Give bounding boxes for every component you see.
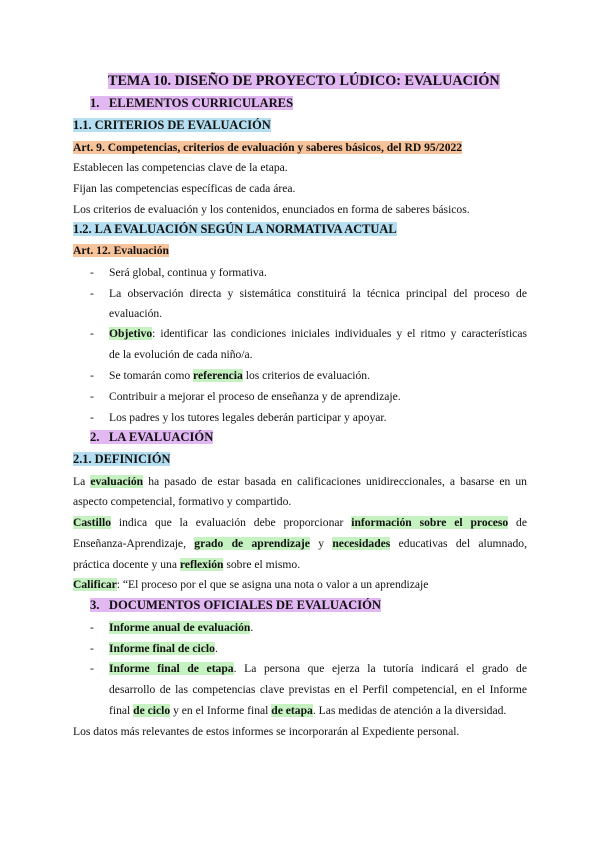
objetivo-highlight: Objetivo bbox=[109, 327, 153, 340]
bullet-dash: - bbox=[90, 327, 94, 340]
section-2-heading: 2. LA EVALUACIÓN bbox=[90, 430, 214, 444]
subsection-1-2-heading: 1.2. LA EVALUACIÓN SEGÚN LA NORMATIVA ACTUAL bbox=[73, 222, 397, 236]
eval-bullet-5: Contribuir a mejorar el proceso de enseñanza y de aprendizaje. bbox=[109, 390, 401, 403]
bullet-dash: - bbox=[90, 621, 94, 634]
reflexion-highlight: reflexión bbox=[179, 558, 224, 571]
doc-bullet-2: Informe final de ciclo. bbox=[109, 642, 218, 655]
eval-bullet-3-line-1: Objetivo: identificar las condiciones iniciales individuales y el ritmo y características bbox=[109, 327, 527, 340]
bullet-dash: - bbox=[90, 411, 94, 424]
eval-bullet-6: Los padres y los tutores legales deberán participar y apoyar. bbox=[109, 411, 387, 424]
bullet-dash: - bbox=[90, 642, 94, 655]
referencia-highlight: referencia bbox=[193, 369, 243, 382]
subsection-2-1-heading: 2.1. DEFINICIÓN bbox=[73, 452, 171, 466]
de-etapa-highlight: de etapa bbox=[271, 704, 313, 717]
informe-anual-highlight: Informe anual de evaluación bbox=[109, 621, 251, 634]
calificar-highlight: Calificar bbox=[73, 578, 117, 591]
criteria-line-3: Los criterios de evaluación y los contenidos, enunciados en forma de saberes básicos. bbox=[73, 203, 470, 216]
bullet-dash: - bbox=[90, 662, 94, 675]
definition-para-2-line-2: Enseñanza-Aprendizaje, grado de aprendizaje y necesidades educativas del alumnado, bbox=[73, 537, 527, 550]
section-3-heading: 3. DOCUMENTOS OFICIALES DE EVALUACIÓN bbox=[90, 598, 382, 612]
de-ciclo-highlight: de ciclo bbox=[133, 704, 171, 717]
doc-bullet-3-line-1: Informe final de etapa. La persona que ejerza la tutoría indicará el grado de bbox=[109, 662, 528, 675]
informe-etapa-highlight: Informe final de etapa bbox=[109, 662, 234, 675]
doc-bullet-3-line-2: desarrollo de las competencias clave previstas en el Perfil competencial, en el Informe bbox=[109, 683, 527, 696]
grado-highlight: grado de aprendizaje bbox=[194, 537, 310, 550]
necesidades-highlight: necesidades bbox=[332, 537, 391, 550]
castillo-highlight: Castillo bbox=[73, 516, 112, 529]
informe-ciclo-highlight: Informe final de ciclo bbox=[109, 642, 215, 655]
eval-bullet-2-line-1: La observación directa y sistemática constituirá la técnica principal del proceso de bbox=[109, 287, 527, 300]
criteria-line-2: Fijan las competencias específicas de cada área. bbox=[73, 182, 296, 195]
calificar-definition: Calificar: “El proceso por el que se asigna una nota o valor a un aprendizaje bbox=[73, 578, 429, 591]
eval-bullet-3-line-2: de la evolución de cada niño/a. bbox=[109, 348, 253, 361]
evaluacion-highlight: evaluación bbox=[90, 475, 144, 488]
section-1-heading: 1. ELEMENTOS CURRICULARES bbox=[90, 96, 294, 110]
eval-bullet-1: Será global, continua y formativa. bbox=[109, 266, 267, 279]
definition-para-1-line-1: La evaluación ha pasado de estar basada en calificaciones unidireccionales, a basarse en un bbox=[73, 475, 527, 488]
eval-bullet-4: Se tomarán como referencia los criterios de evaluación. bbox=[109, 369, 371, 382]
definition-para-2-line-1: Castillo indica que la evaluación debe proporcionar información sobre el proceso de bbox=[73, 516, 528, 529]
definition-para-1-line-2: aspecto competencial, formativo y compartido. bbox=[73, 495, 292, 508]
eval-bullet-2-line-2: evaluación. bbox=[109, 307, 163, 320]
doc-bullet-1: Informe anual de evaluación. bbox=[109, 621, 254, 634]
criteria-line-1: Establecen las competencias clave de la etapa. bbox=[73, 161, 288, 174]
subsection-1-1-heading: 1.1. CRITERIOS DE EVALUACIÓN bbox=[73, 118, 271, 132]
bullet-dash: - bbox=[90, 369, 94, 382]
article-12-heading: Art. 12. Evaluación bbox=[73, 244, 169, 257]
bullet-dash: - bbox=[90, 287, 94, 300]
definition-para-2-line-3: práctica docente y una reflexión sobre el mismo. bbox=[73, 558, 301, 571]
informacion-highlight: información sobre el proceso bbox=[351, 516, 509, 529]
closing-line: Los datos más relevantes de estos informes se incorporarán al Expediente personal. bbox=[73, 725, 460, 738]
doc-bullet-3-line-3: final de ciclo y en el Informe final de etapa. Las medidas de atención a la diversidad. bbox=[109, 704, 507, 717]
bullet-dash: - bbox=[90, 266, 94, 279]
article-9-heading: Art. 9. Competencias, criterios de evaluación y saberes básicos, del RD 95/2022 bbox=[73, 141, 463, 154]
bullet-dash: - bbox=[90, 390, 94, 403]
page-title: TEMA 10. DISEÑO DE PROYECTO LÚDICO: EVALUACIÓN bbox=[108, 73, 500, 89]
